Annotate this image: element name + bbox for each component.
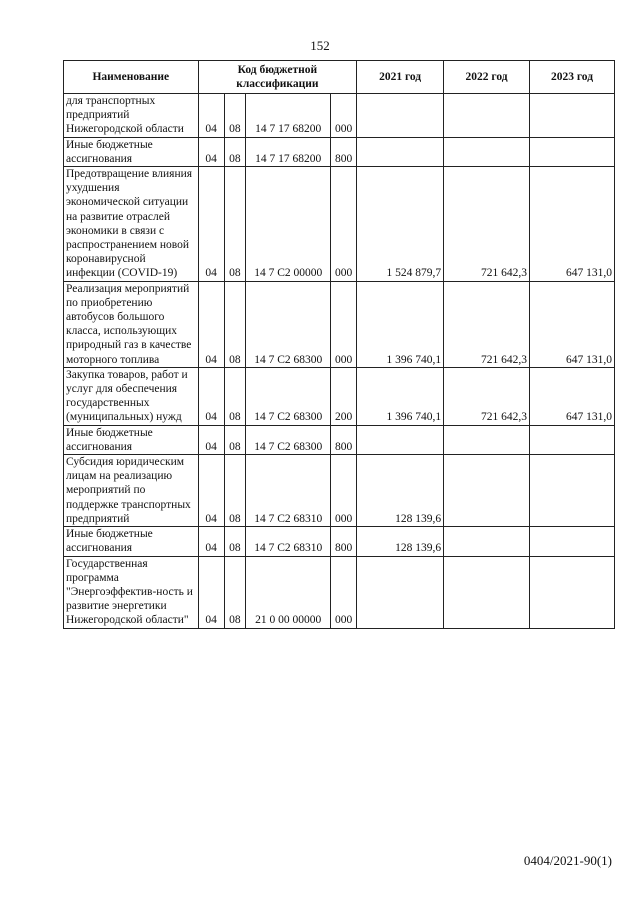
row-value-2023 [530,527,615,556]
header-2021: 2021 год [357,61,444,94]
row-value-2023: 647 131,0 [530,281,615,367]
row-name: Иные бюджетные ассигнования [64,527,199,556]
table-row [64,94,615,138]
row-code-subsection: 08 [224,137,246,166]
row-code-target: 14 7 C2 00000 [246,167,331,282]
row-value-2022 [444,455,530,527]
row-code-target: 14 7 17 68200 [246,94,331,138]
row-name: Закупка товаров, работ и услуг для обеспечения государственных (муниципальных) нужд [64,367,199,425]
row-name: для транспортных предприятий Нижегородской области [64,94,199,138]
table-row [64,281,615,367]
row-code-subsection: 08 [224,281,246,367]
row-code-expense-type: 000 [331,455,357,527]
row-code-expense-type: 000 [331,556,357,628]
row-code-expense-type: 800 [331,137,357,166]
row-value-2023 [530,94,615,138]
header-2023: 2023 год [530,61,615,94]
row-value-2022 [444,137,530,166]
row-code-subsection: 08 [224,94,246,138]
row-code-expense-type: 800 [331,425,357,454]
row-value-2023 [530,425,615,454]
row-value-2023 [530,137,615,166]
row-name: Субсидия юридическим лицам на реализацию мероприятий по поддержке транспортных предприятий [64,455,199,527]
row-code-subsection: 08 [224,425,246,454]
row-code-section: 04 [198,367,224,425]
table-row [64,367,615,425]
row-code-expense-type: 200 [331,367,357,425]
row-code-section: 04 [198,425,224,454]
row-value-2023: 647 131,0 [530,367,615,425]
row-value-2021 [357,425,444,454]
row-code-section: 04 [198,281,224,367]
row-code-section: 04 [198,527,224,556]
row-value-2022 [444,94,530,138]
row-code-section: 04 [198,556,224,628]
document-code: 0404/2021-90(1) [523,853,612,868]
row-code-expense-type: 000 [331,167,357,282]
table-row [64,137,615,166]
table-row [64,455,615,527]
row-value-2022: 721 642,3 [444,281,530,367]
row-code-subsection: 08 [224,167,246,282]
row-name: Реализация мероприятий по приобретению автобусов большого класса, использующих природный газ в качестве моторного топлива [64,281,199,367]
row-value-2021 [357,556,444,628]
row-code-subsection: 08 [224,527,246,556]
row-value-2021: 128 139,6 [357,527,444,556]
row-value-2022: 721 642,3 [444,367,530,425]
row-code-target: 14 7 C2 68310 [246,455,331,527]
row-code-target: 21 0 00 00000 [246,556,331,628]
table-header-row [64,61,615,94]
row-value-2021: 128 139,6 [357,455,444,527]
row-value-2022 [444,527,530,556]
table-row [64,167,615,282]
row-code-expense-type: 000 [331,281,357,367]
header-name: Наименование [64,61,199,94]
row-code-section: 04 [198,137,224,166]
row-name: Предотвращение влияния ухудшения экономической ситуации на развитие отраслей экономики в связи с распространением новой коронавирусной инфекции (COVID-19) [64,167,199,282]
row-code-subsection: 08 [224,455,246,527]
row-code-target: 14 7 C2 68300 [246,367,331,425]
header-code: Код бюджетной классификации [198,61,356,94]
row-code-target: 14 7 C2 68300 [246,425,331,454]
row-name: Иные бюджетные ассигнования [64,425,199,454]
row-value-2021 [357,94,444,138]
row-value-2021: 1 524 879,7 [357,167,444,282]
table-body [64,94,615,629]
row-value-2023 [530,556,615,628]
row-code-section: 04 [198,94,224,138]
row-value-2021: 1 396 740,1 [357,281,444,367]
table-row [64,527,615,556]
row-value-2022 [444,425,530,454]
row-code-expense-type: 800 [331,527,357,556]
budget-table [63,60,615,629]
row-code-target: 14 7 C2 68300 [246,281,331,367]
row-value-2021: 1 396 740,1 [357,367,444,425]
row-value-2022 [444,556,530,628]
row-name: Государственная программа "Энергоэффектив-ность и развитие энергетики Нижегородской области" [64,556,199,628]
row-code-subsection: 08 [224,556,246,628]
row-code-section: 04 [198,455,224,527]
table-row [64,425,615,454]
row-value-2023: 647 131,0 [530,167,615,282]
header-2022: 2022 год [444,61,530,94]
row-code-section: 04 [198,167,224,282]
row-code-subsection: 08 [224,367,246,425]
page-number: 152 [310,38,330,53]
row-value-2023 [530,455,615,527]
row-code-expense-type: 000 [331,94,357,138]
row-code-target: 14 7 17 68200 [246,137,331,166]
row-name: Иные бюджетные ассигнования [64,137,199,166]
row-value-2022: 721 642,3 [444,167,530,282]
table-row [64,556,615,628]
row-value-2021 [357,137,444,166]
row-code-target: 14 7 C2 68310 [246,527,331,556]
